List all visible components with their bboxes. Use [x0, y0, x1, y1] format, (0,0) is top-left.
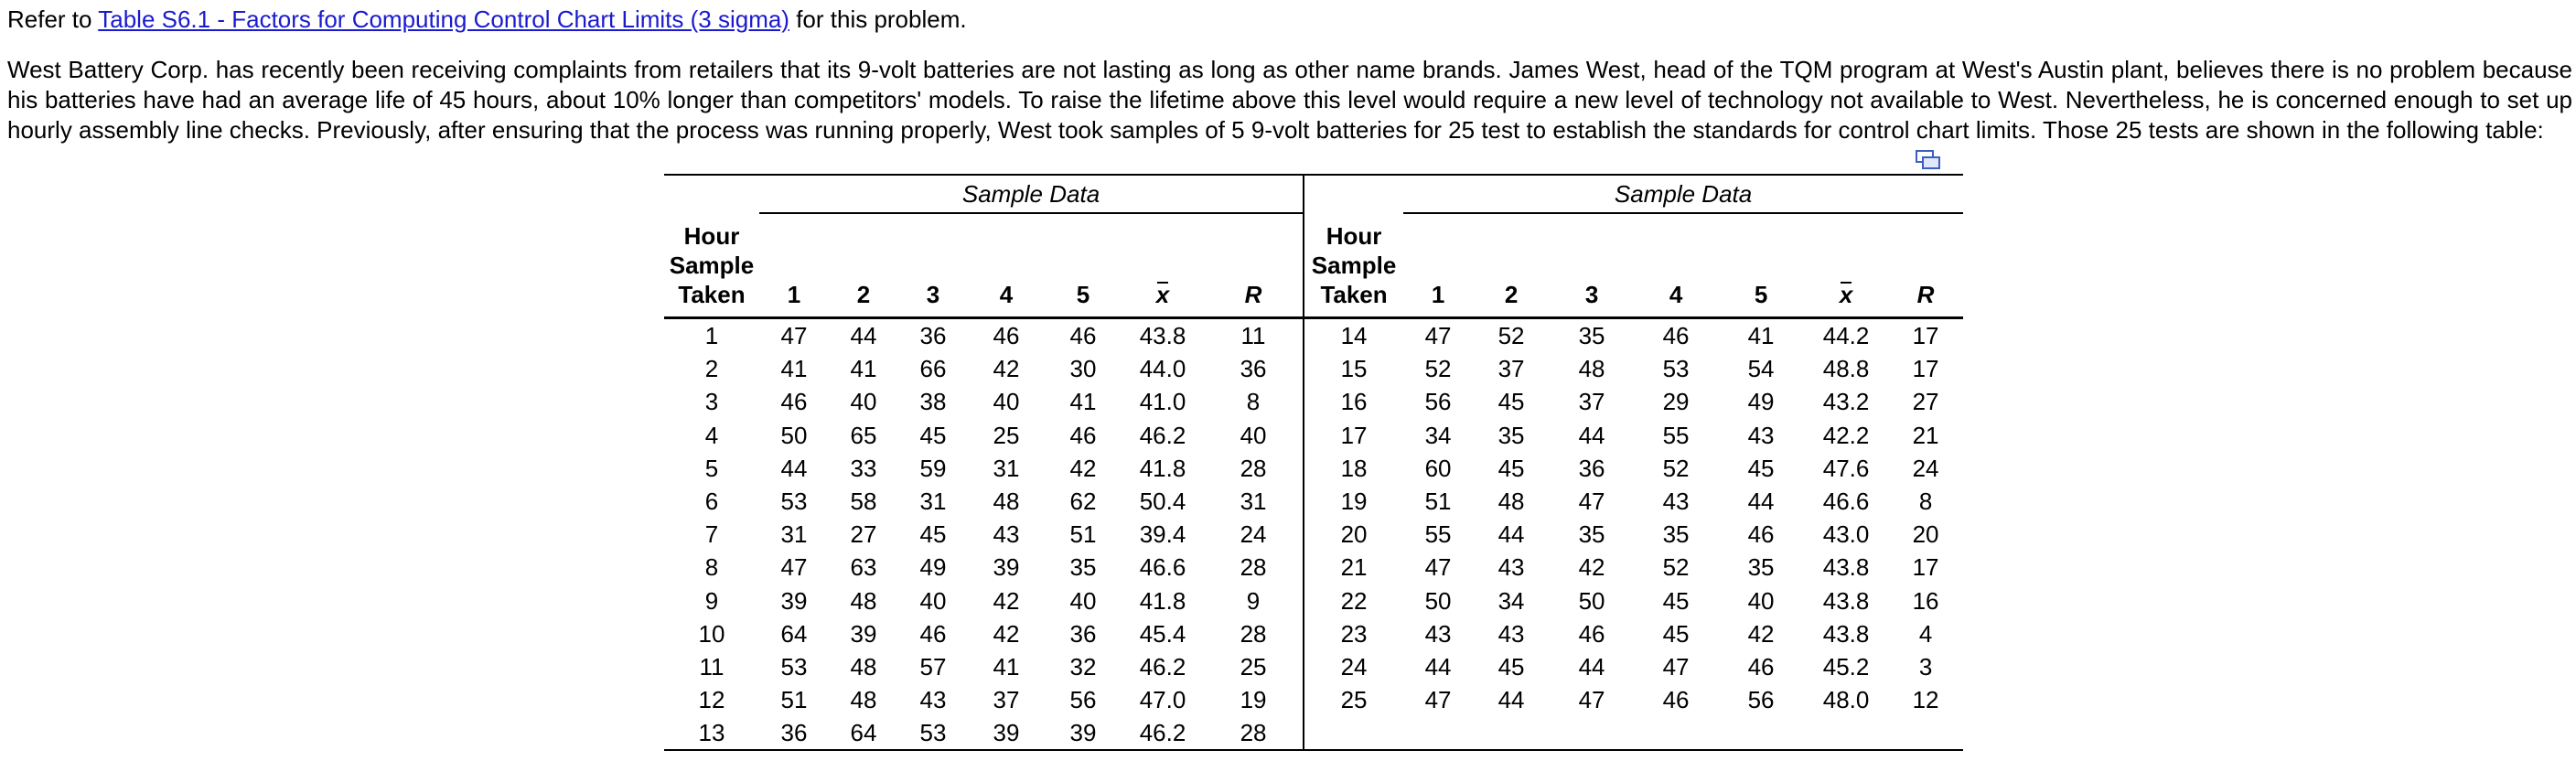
right-cell: 23 [1340, 619, 1368, 648]
left-cell: 25 [1204, 650, 1304, 683]
left-cell: 56 [1069, 686, 1097, 714]
right-cell: 34 [1424, 421, 1452, 449]
right-cell: 14 [1340, 322, 1368, 350]
right-cell: 48.8 [1822, 355, 1870, 383]
right-cell: 17 [1912, 355, 1939, 383]
left-cell: 51 [780, 686, 808, 714]
right-cell: 35 [1662, 520, 1690, 549]
right-cell: 52 [1662, 454, 1690, 482]
table-row [664, 419, 1963, 452]
left-cell: 41 [780, 355, 808, 383]
left-cell: 46 [919, 619, 947, 648]
left-cell: 43.8 [1139, 322, 1186, 350]
right-cell: 46 [1662, 686, 1690, 714]
left-cell: 46.2 [1122, 716, 1204, 750]
right-cell: 43.8 [1822, 619, 1870, 648]
right-cell: 47.6 [1822, 454, 1870, 482]
left-cell: 41 [850, 355, 877, 383]
left-cell: 39 [780, 586, 808, 615]
left-cell: 39 [968, 716, 1045, 750]
left-cell: 42 [993, 586, 1020, 615]
right-cell: 47 [1424, 553, 1452, 582]
left-cell: 28 [1204, 716, 1304, 750]
right-cell: 52 [1424, 355, 1452, 383]
left-cell: 43 [919, 686, 947, 714]
left-cell: 36 [1204, 352, 1304, 385]
hour-header-line: Hour [683, 222, 740, 250]
left-cell: 46.6 [1139, 553, 1186, 582]
right-col-header-1: 1 [1403, 214, 1473, 318]
right-cell: 34 [1497, 586, 1525, 615]
right-cell: 3 [1918, 652, 1933, 681]
right-cell: 54 [1747, 355, 1775, 383]
left-cell: 35 [1069, 553, 1097, 582]
left-cell: 45 [919, 520, 947, 549]
left-cell: 41 [993, 652, 1020, 681]
sample-data-table [664, 174, 1945, 747]
right-cell: 45 [1497, 454, 1525, 482]
right-cell: 15 [1340, 355, 1368, 383]
left-cell: 40 [993, 388, 1020, 416]
right-cell: 35 [1747, 553, 1775, 582]
right-cell: 42 [1578, 553, 1605, 582]
left-col-header-3: 3 [898, 214, 968, 318]
left-cell: 39 [993, 553, 1020, 582]
left-cell: 42 [1069, 454, 1097, 482]
refer-line [7, 4, 967, 35]
left-cell: 46.2 [1139, 652, 1186, 681]
right-cell: 56 [1747, 686, 1775, 714]
left-cell: 64 [780, 619, 808, 648]
left-cell: 42 [993, 619, 1020, 648]
right-cell: 46.6 [1822, 488, 1870, 516]
right-cell [1804, 716, 1888, 750]
left-cell: 47.0 [1139, 686, 1186, 714]
left-cell: 28 [1204, 551, 1304, 584]
right-cell: 52 [1662, 553, 1690, 582]
hour-header-line: Taken [1320, 281, 1388, 308]
right-cell: 20 [1912, 520, 1939, 549]
right-cell: 45 [1662, 586, 1690, 615]
right-cell: 47 [1578, 686, 1605, 714]
right-col-header-4: 4 [1634, 214, 1718, 318]
left-cell: 24 [1204, 518, 1304, 551]
hour-header-line: Sample [1311, 252, 1397, 279]
left-cell: 31 [919, 488, 947, 516]
left-cell: 36 [919, 322, 947, 350]
right-cell: 4 [1918, 619, 1933, 648]
left-cell: 11 [699, 652, 724, 681]
left-hour-sample-taken-header [664, 214, 759, 318]
left-cell: 44 [850, 322, 877, 350]
left-cell: 11 [1204, 318, 1304, 353]
right-cell: 22 [1340, 586, 1368, 615]
hour-header-line: Taken [678, 281, 746, 308]
right-cell: 55 [1424, 520, 1452, 549]
left-cell: 31 [1204, 485, 1304, 518]
right-cell: 48 [1578, 355, 1605, 383]
left-cell: 48 [850, 686, 877, 714]
table-row [664, 352, 1963, 385]
right-cell: 47 [1662, 652, 1690, 681]
right-cell: 48 [1497, 488, 1525, 516]
right-cell: 27 [1912, 388, 1939, 416]
right-cell [1304, 716, 1403, 750]
left-cell: 46 [780, 388, 808, 416]
left-cell: 41.0 [1139, 388, 1186, 416]
left-cell: 41 [1069, 388, 1097, 416]
left-cell: 13 [664, 716, 759, 750]
right-cell: 56 [1424, 388, 1452, 416]
left-cell: 32 [1069, 652, 1097, 681]
right-cell: 20 [1340, 520, 1368, 549]
right-cell: 46 [1578, 619, 1605, 648]
right-cell: 43.8 [1822, 586, 1870, 615]
right-cell: 50 [1578, 586, 1605, 615]
right-cell: 42 [1747, 619, 1775, 648]
left-cell: 9 [1204, 584, 1304, 617]
right-cell: 45 [1497, 652, 1525, 681]
left-cell: 28 [1204, 617, 1304, 650]
right-cell: 49 [1747, 388, 1775, 416]
left-cell: 44.0 [1139, 355, 1186, 383]
left-cell: 53 [898, 716, 968, 750]
right-cell: 45.2 [1822, 652, 1870, 681]
left-cell: 46 [993, 322, 1020, 350]
right-cell: 24 [1340, 652, 1368, 681]
right-col-header-R: R [1888, 214, 1963, 318]
right-cell: 21 [1340, 553, 1368, 582]
left-cell: 53 [780, 488, 808, 516]
left-cell: 66 [919, 355, 947, 383]
left-cell: 39 [850, 619, 877, 648]
left-cell: 2 [704, 355, 719, 383]
right-cell: 60 [1424, 454, 1452, 482]
right-cell: 47 [1424, 686, 1452, 714]
right-cell: 35 [1578, 520, 1605, 549]
left-col-header-1: 1 [759, 214, 829, 318]
left-cell: 12 [698, 686, 725, 714]
right-cell [1403, 716, 1473, 750]
left-cell: 45.4 [1139, 619, 1186, 648]
left-cell: 31 [780, 520, 808, 549]
table-row [664, 551, 1963, 584]
right-cell: 44.2 [1822, 322, 1870, 350]
left-cell: 65 [850, 421, 877, 449]
right-cell: 44 [1578, 652, 1605, 681]
left-cell: 9 [704, 586, 719, 615]
left-cell: 51 [1069, 520, 1097, 549]
right-cell: 43 [1662, 488, 1690, 516]
left-cell: 5 [704, 454, 719, 482]
right-cell: 50 [1424, 586, 1452, 615]
left-col-header-R: R [1204, 214, 1304, 318]
left-col-header-5: 5 [1045, 214, 1122, 318]
right-cell: 43 [1497, 619, 1525, 648]
left-cell: 57 [919, 652, 947, 681]
right-cell: 35 [1578, 322, 1605, 350]
right-cell: 53 [1662, 355, 1690, 383]
left-cell: 48 [850, 586, 877, 615]
left-cell: 41.8 [1139, 586, 1186, 615]
left-cell: 25 [993, 421, 1020, 449]
left-cell: 39.4 [1139, 520, 1186, 549]
refer-prefix: Refer to [7, 5, 99, 33]
right-cell: 46 [1747, 520, 1775, 549]
left-cell: 62 [1069, 488, 1097, 516]
left-cell: 40 [1204, 419, 1304, 452]
right-cell: 43.8 [1822, 553, 1870, 582]
left-cell: 7 [704, 520, 719, 549]
right-cell: 24 [1912, 454, 1939, 482]
left-cell: 49 [919, 553, 947, 582]
right-cell: 44 [1497, 520, 1525, 549]
right-col-header-2: 2 [1473, 214, 1550, 318]
left-cell: 39 [1045, 716, 1122, 750]
left-cell: 33 [850, 454, 877, 482]
right-cell: 37 [1578, 388, 1605, 416]
table-row [664, 485, 1963, 518]
left-cell: 46 [1069, 421, 1097, 449]
left-cell: 8 [704, 553, 719, 582]
right-cell: 45 [1497, 388, 1525, 416]
left-group-header: Sample Data [759, 175, 1304, 213]
right-cell: 51 [1424, 488, 1452, 516]
right-cell: 45 [1747, 454, 1775, 482]
left-cell: 31 [993, 454, 1020, 482]
right-cell: 36 [1578, 454, 1605, 482]
left-cell: 47 [780, 553, 808, 582]
popout-icon[interactable] [1916, 150, 1941, 170]
left-cell: 64 [829, 716, 898, 750]
right-cell: 17 [1912, 322, 1939, 350]
problem-paragraph: West Battery Corp. has recently been receiving complaints from retailers that its 9-volt batteries are not lasting as long as other name brands. James West, head of the TQM program at West's Austin plant, believes there is no problem because his batteries have had an average life of 45 hours, about 10% longer than competitors' models. To raise the lifetime above this level would require a new level of technology not available to West. Nevertheless, he is concerned enough to set up hourly assembly line checks. Previously, after ensuring that the process was running properly, West took samples of 5 9-volt batteries for 25 test to establish the standards for control chart limits. Those 25 tests are shown in the following table: [7, 56, 2572, 144]
left-cell: 37 [993, 686, 1020, 714]
right-cell: 41 [1747, 322, 1775, 350]
table-row [664, 518, 1963, 551]
right-cell: 43.0 [1822, 520, 1870, 549]
table-row [664, 452, 1963, 485]
right-cell: 43 [1497, 553, 1525, 582]
left-cell: 1 [704, 322, 719, 350]
right-cell: 35 [1497, 421, 1525, 449]
right-cell: 43.2 [1822, 388, 1870, 416]
right-cell [1550, 716, 1634, 750]
right-cell: 17 [1340, 421, 1368, 449]
table-row [664, 318, 1963, 353]
right-cell: 29 [1662, 388, 1690, 416]
right-cell [1888, 716, 1963, 750]
xbar-symbol: x [1839, 281, 1853, 308]
left-cell: 58 [850, 488, 877, 516]
left-cell: 43 [993, 520, 1020, 549]
table-row [664, 385, 1963, 418]
left-cell: 36 [1069, 619, 1097, 648]
left-cell: 8 [1204, 385, 1304, 418]
right-col-header-5: 5 [1718, 214, 1804, 318]
left-cell: 10 [698, 619, 725, 648]
table-row [664, 716, 1963, 750]
right-cell: 16 [1912, 586, 1939, 615]
right-cell: 46 [1662, 322, 1690, 350]
right-cell: 45 [1662, 619, 1690, 648]
left-cell: 50.4 [1139, 488, 1186, 516]
right-cell: 48.0 [1822, 686, 1870, 714]
right-cell: 16 [1340, 388, 1368, 416]
right-cell: 37 [1497, 355, 1525, 383]
left-cell: 59 [919, 454, 947, 482]
left-col-header-2: 2 [829, 214, 898, 318]
right-cell: 40 [1747, 586, 1775, 615]
left-col-header-4: 4 [968, 214, 1045, 318]
right-cell: 44 [1497, 686, 1525, 714]
right-cell: 47 [1424, 322, 1452, 350]
right-cell: 44 [1747, 488, 1775, 516]
right-xbar-header [1804, 214, 1888, 318]
left-cell: 48 [993, 488, 1020, 516]
left-cell: 40 [1069, 586, 1097, 615]
left-cell: 50 [780, 421, 808, 449]
left-cell: 47 [780, 322, 808, 350]
left-cell: 40 [850, 388, 877, 416]
left-cell: 63 [850, 553, 877, 582]
right-cell: 55 [1662, 421, 1690, 449]
refer-suffix: for this problem. [789, 5, 967, 33]
right-cell: 42.2 [1822, 421, 1870, 449]
left-cell: 45 [919, 421, 947, 449]
left-cell: 38 [919, 388, 947, 416]
right-group-header: Sample Data [1403, 175, 1963, 213]
right-cell: 43 [1424, 619, 1452, 648]
right-cell: 46 [1747, 652, 1775, 681]
right-cell [1634, 716, 1718, 750]
left-cell: 28 [1204, 452, 1304, 485]
right-col-header-3: 3 [1550, 214, 1634, 318]
left-cell: 48 [850, 652, 877, 681]
left-cell: 4 [704, 421, 719, 449]
table-row [664, 683, 1963, 716]
factors-table-link[interactable]: Table S6.1 - Factors for Computing Control Chart Limits (3 sigma) [98, 5, 789, 33]
right-cell: 25 [1340, 686, 1368, 714]
left-cell: 46.2 [1139, 421, 1186, 449]
xbar-symbol: x [1155, 281, 1170, 308]
left-cell: 46 [1069, 322, 1097, 350]
right-cell: 19 [1340, 488, 1368, 516]
right-cell: 43 [1747, 421, 1775, 449]
table-row [664, 584, 1963, 617]
right-cell: 44 [1424, 652, 1452, 681]
left-cell: 30 [1069, 355, 1097, 383]
right-cell: 44 [1578, 421, 1605, 449]
table-row [664, 617, 1963, 650]
right-cell: 47 [1578, 488, 1605, 516]
left-cell: 36 [759, 716, 829, 750]
right-cell: 21 [1912, 421, 1939, 449]
right-cell [1718, 716, 1804, 750]
right-hour-sample-taken-header [1304, 214, 1403, 318]
left-cell: 40 [919, 586, 947, 615]
right-cell: 52 [1497, 322, 1525, 350]
left-cell: 53 [780, 652, 808, 681]
right-cell: 8 [1918, 488, 1933, 516]
left-cell: 41.8 [1139, 454, 1186, 482]
right-cell [1473, 716, 1550, 750]
left-xbar-header [1122, 214, 1204, 318]
left-cell: 19 [1204, 683, 1304, 716]
left-cell: 42 [993, 355, 1020, 383]
left-cell: 44 [780, 454, 808, 482]
left-cell: 3 [704, 388, 719, 416]
right-cell: 17 [1912, 553, 1939, 582]
left-cell: 27 [850, 520, 877, 549]
table-row [664, 650, 1963, 683]
right-cell: 18 [1340, 454, 1368, 482]
right-cell: 12 [1912, 686, 1939, 714]
hour-header-line: Hour [1326, 222, 1382, 250]
hour-header-line: Sample [669, 252, 755, 279]
left-cell: 6 [704, 488, 719, 516]
